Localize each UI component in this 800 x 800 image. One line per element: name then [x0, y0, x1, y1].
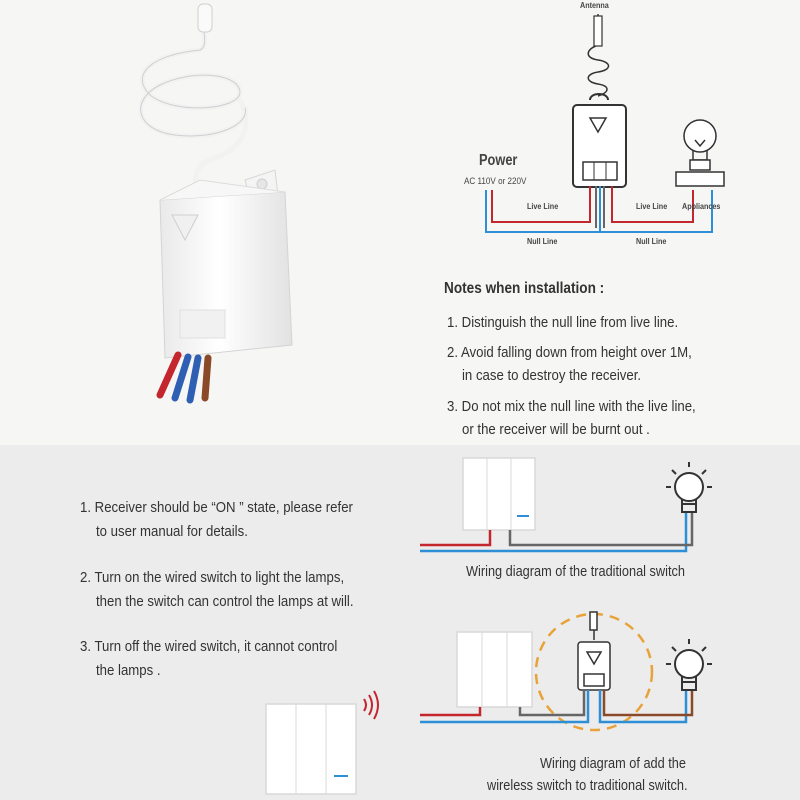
- step-2-line1: 2. Turn on the wired switch to light the lamps,: [80, 569, 345, 586]
- null-line-right-label: Null Line: [636, 237, 667, 246]
- caption-wireless-line1: Wiring diagram of add the: [540, 755, 687, 772]
- light-bulb-icon: [666, 462, 712, 512]
- step-1-line1: 1. Receiver should be “ON ” state, please refer: [80, 499, 353, 516]
- note-2-line1: 2. Avoid falling down from height over 1M,: [447, 344, 692, 361]
- live-line-right-label: Live Line: [636, 202, 668, 211]
- power-title: Power: [479, 152, 518, 169]
- caption-traditional: Wiring diagram of the traditional switch: [466, 563, 685, 580]
- caption-wireless-line2: wireless switch to traditional switch.: [487, 777, 688, 794]
- antenna-label: Antenna: [580, 1, 609, 10]
- step-3-line1: 3. Turn off the wired switch, it cannot control: [80, 638, 338, 655]
- power-voltage: AC 110V or 220V: [464, 176, 527, 186]
- note-2-line2: in case to destroy the receiver.: [462, 367, 642, 384]
- receiver-module: [578, 612, 610, 690]
- step-1-line2: to user manual for details.: [96, 523, 248, 540]
- null-line-left-label: Null Line: [527, 237, 558, 246]
- notes-title: Notes when installation :: [444, 280, 605, 297]
- note-1-line1: 1. Distinguish the null line from live line.: [447, 314, 679, 331]
- light-bulb-icon: [666, 639, 712, 690]
- note-3-line1: 3. Do not mix the null line with the live line,: [447, 398, 696, 415]
- live-line-left-label: Live Line: [527, 202, 559, 211]
- wireless-signal-icon: [364, 691, 378, 719]
- appliances-label: Appliances: [682, 202, 721, 211]
- step-2-line2: then the switch can control the lamps at will.: [96, 593, 354, 610]
- wireless-switch-icon: [266, 704, 356, 794]
- wall-switch-icon: [457, 632, 532, 707]
- step-3-line2: the lamps .: [96, 662, 161, 679]
- note-3-line2: or the receiver will be burnt out .: [462, 421, 650, 438]
- wall-switch-icon: [463, 458, 535, 530]
